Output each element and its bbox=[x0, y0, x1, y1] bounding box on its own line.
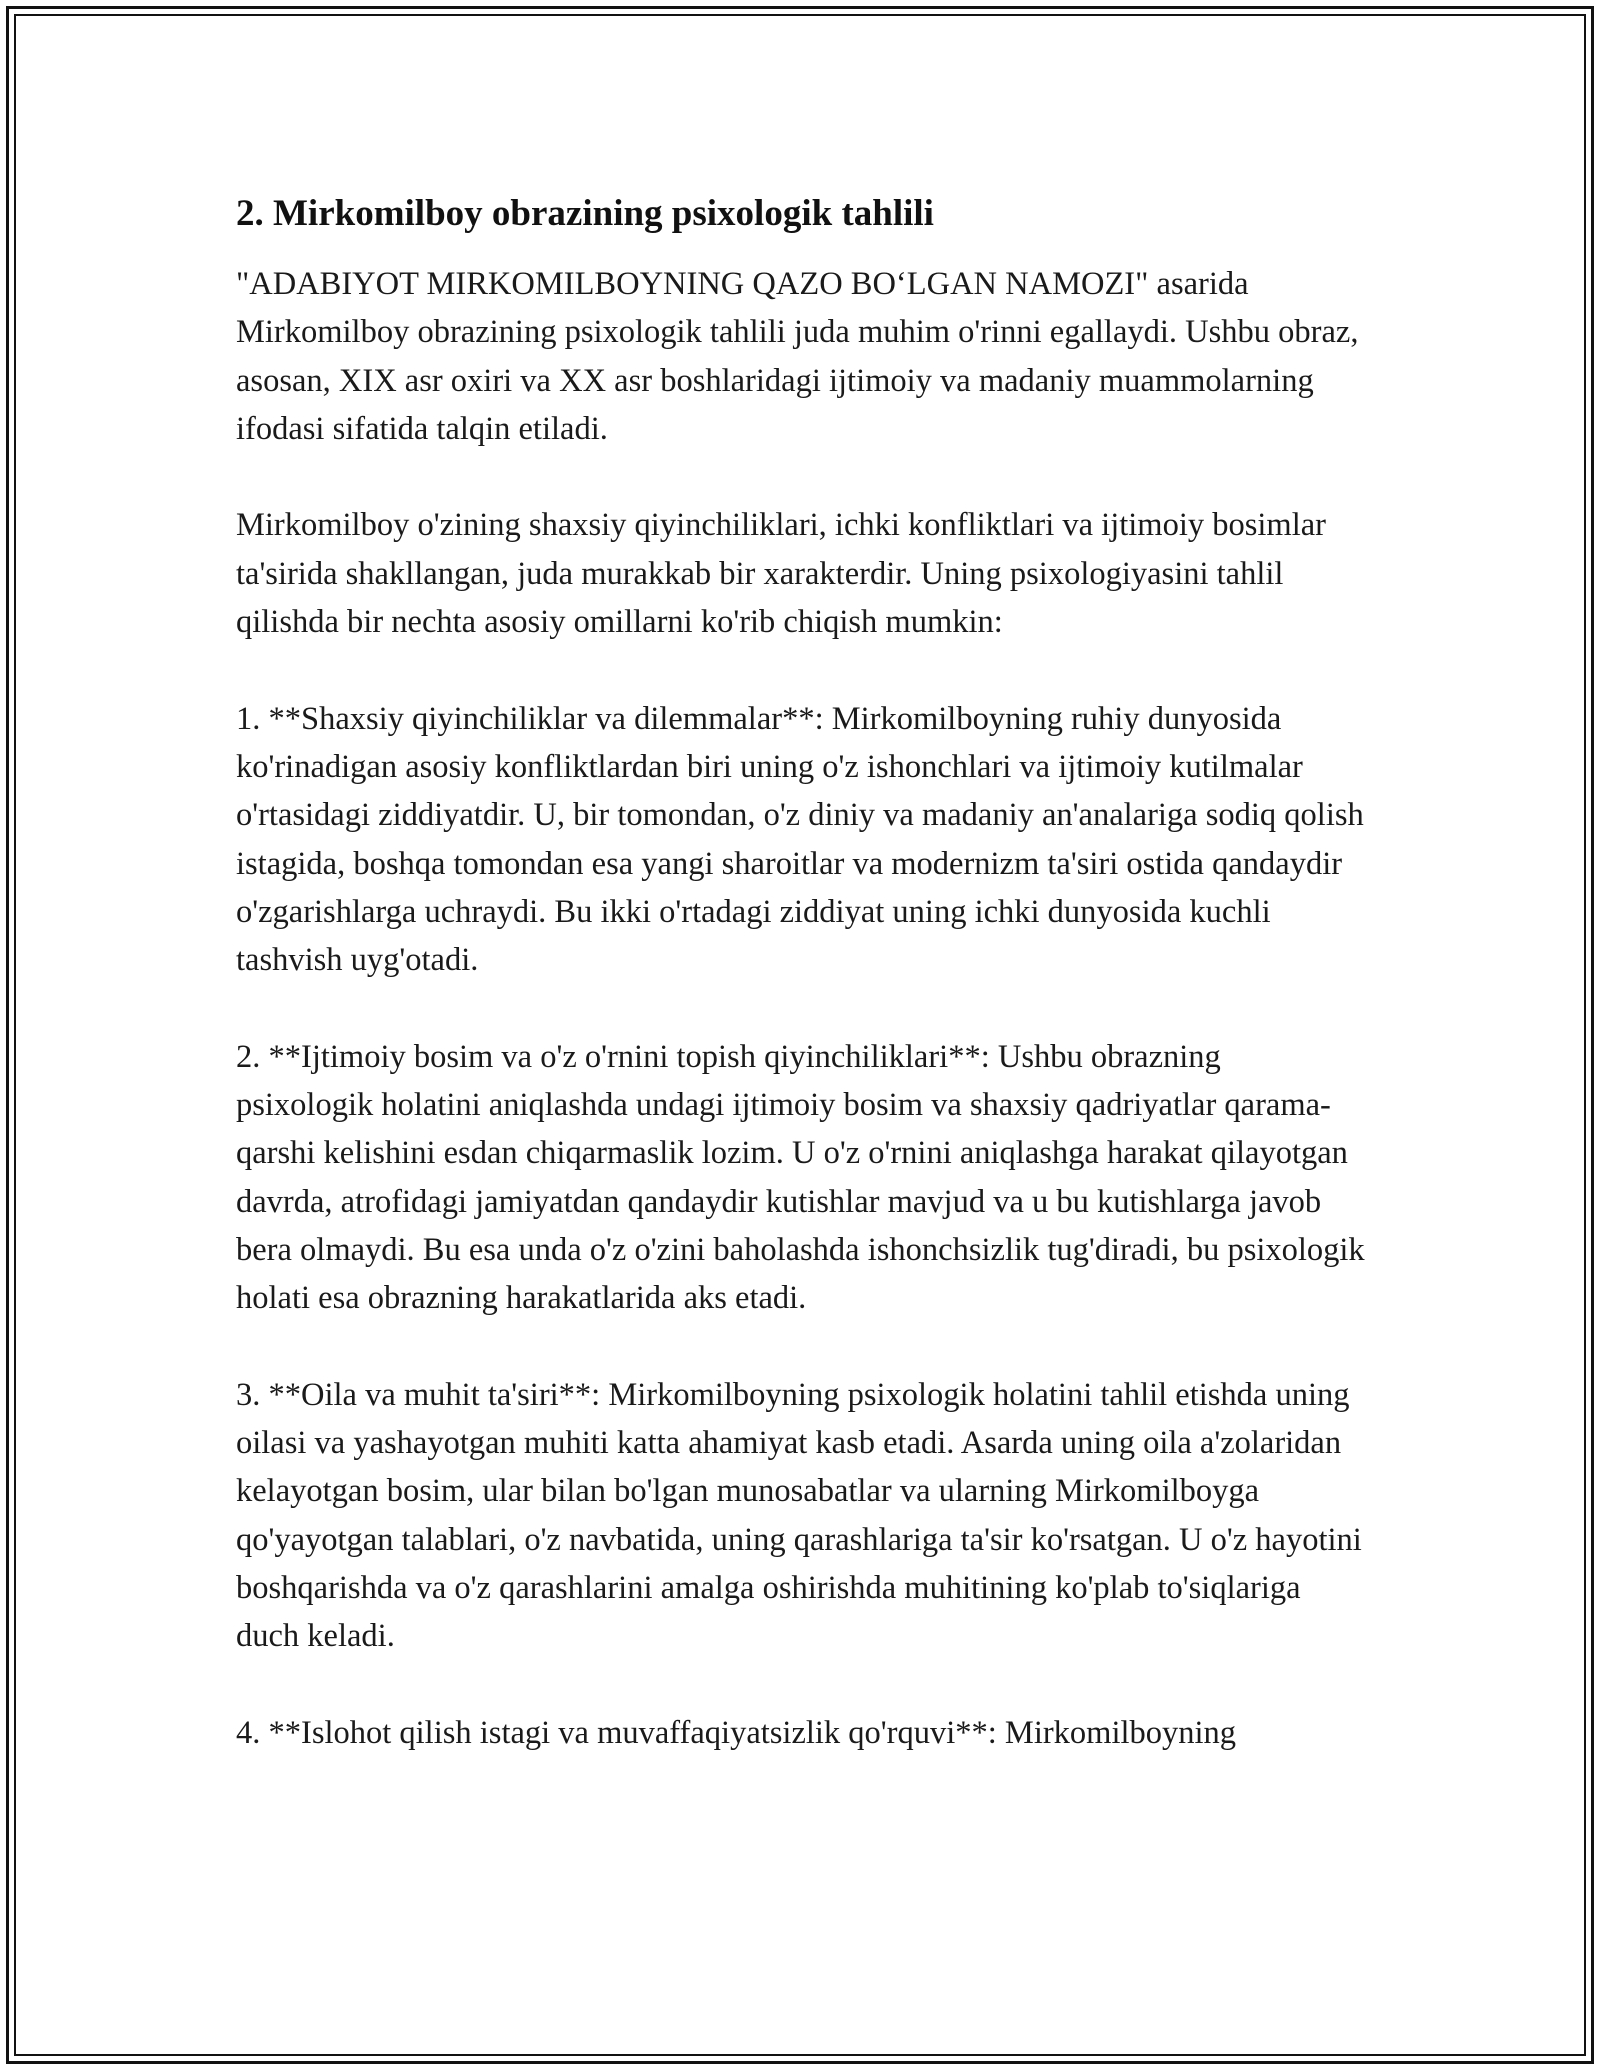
document-body bbox=[236, 188, 1366, 1757]
paragraph-point-4: 4. **Islohot qilish istagi va muvaffaqiyatsizlik qo'rquvi**: Mirkomilboyning bbox=[236, 1714, 1237, 1751]
section-heading: 2. Mirkomilboy obrazining psixologik tahlili bbox=[236, 193, 934, 234]
paragraph-point-1: 1. **Shaxsiy qiyinchiliklar va dilemmalar**: Mirkomilboyning ruhiy dunyosida ko'rinadigan asosiy konfliktlardan biri uning o'z ishonchlari va ijtimoiy kutilmalar o'rtasidagi ziddiyatdir. U, bir tomondan, o'z diniy va madaniy an'analariga sodiq qolish istagida, boshqa tomondan esa yangi sharoitlar va modernizm ta'siri ostida qandaydir o'zgarishlarga uchraydi. Bu ikki o'rtadagi ziddiyat uning ichki dunyosida kuchli tashvish uyg'otadi. bbox=[236, 700, 1364, 979]
paragraph-point-2: 2. **Ijtimoiy bosim va o'z o'rnini topish qiyinchiliklari**: Ushbu obrazning psixologik holatini aniqlashda undagi ijtimoiy bosim va shaxsiy qadriyatlar qarama-qarshi kelishini esdan chiqarmaslik lozim. U o'z o'rnini aniqlashga harakat qilayotgan davrda, atrofidagi jamiyatdan qandaydir kutishlar mavjud va u bu kutishlarga javob bera olmaydi. Bu esa unda o'z o'zini baholashda ishonchsizlik tug'diradi, bu psixologik holati esa obrazning harakatlarida aks etadi. bbox=[236, 1038, 1365, 1317]
paragraph-character: Mirkomilboy o'zining shaxsiy qiyinchiliklari, ichki konfliktlari va ijtimoiy bosimlar ta'sirida shakllangan, juda murakkab bir xarakterdir. Uning psixologiyasini tahlil qilishda bir nechta asosiy omillarni ko'rib chiqish mumkin: bbox=[236, 507, 1326, 641]
paragraph-point-3: 3. **Oila va muhit ta'siri**: Mirkomilboyning psixologik holatini tahlil etishda uning oilasi va yashayotgan muhiti katta ahamiyat kasb etadi. Asarda uning oila a'zolaridan kelayotgan bosim, ular bilan bo'lgan munosabatlar va ularning Mirkomilboyga qo'yayotgan talablari, o'z navbatida, uning qarashlariga ta'sir ko'rsatgan. U o'z hayotini boshqarishda va o'z qarashlarini amalga oshirishda muhitining ko'plab to'siqlariga duch keladi. bbox=[236, 1376, 1362, 1655]
paragraph-intro: "ADABIYOT MIRKOMILBOYNING QAZO BO‘LGAN NAMOZI" asarida Mirkomilboy obrazining psixologik tahlili juda muhim o'rinni egallaydi. Ushbu obraz, asosan, XIX asr oxiri va XX asr boshlaridagi ijtimoiy va madaniy muammolarning ifodasi sifatida talqin etiladi. bbox=[236, 266, 1359, 447]
